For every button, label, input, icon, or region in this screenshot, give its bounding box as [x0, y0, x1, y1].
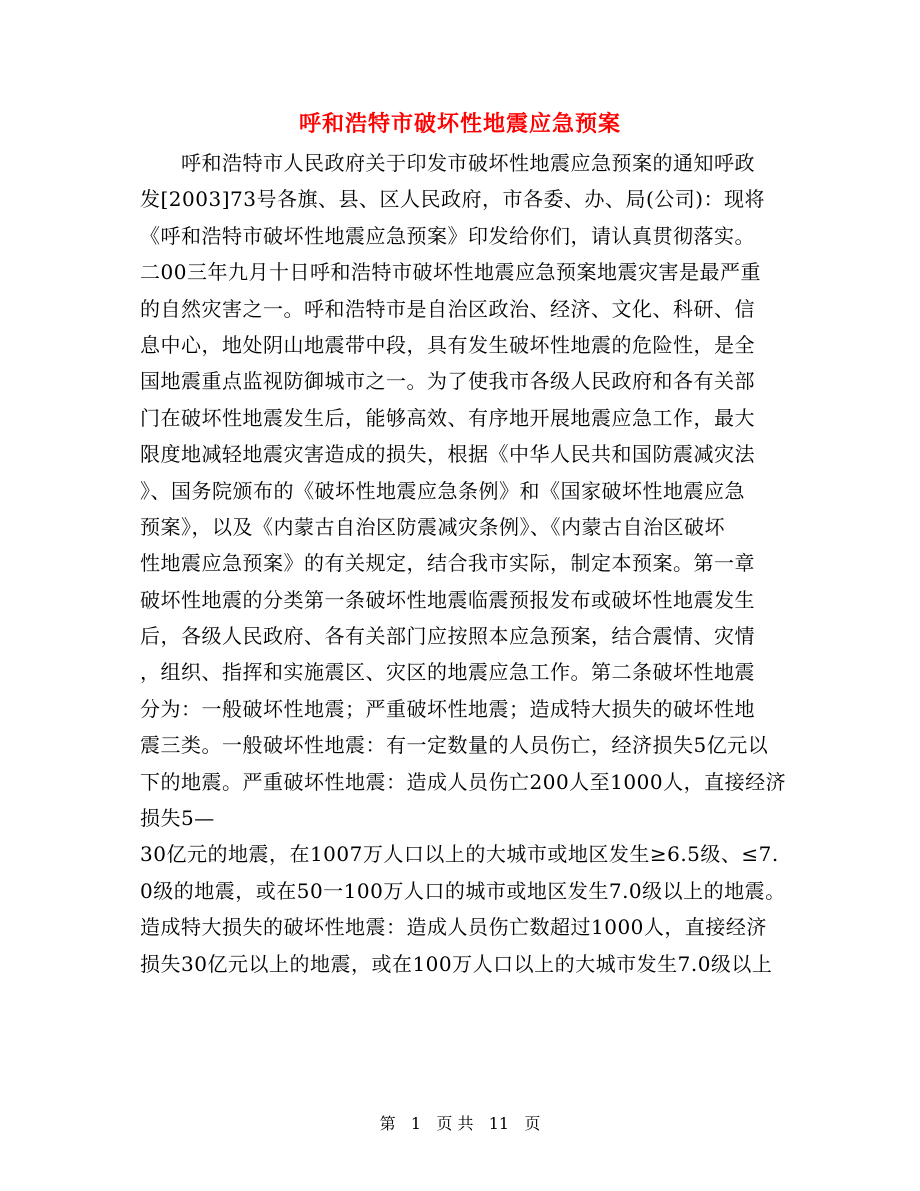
body-line: 息中心，地处阴山地震带中段，具有发生破坏性地震的危险性，是全: [140, 332, 755, 357]
body-line: 限度地减轻地震灾害造成的损失，根据《中华人民共和国防震减灾法: [140, 442, 755, 467]
body-line: 下的地震。严重破坏性地震：造成人员伤亡200人至1000人，直接经济: [140, 769, 787, 794]
body-line: 造成特大损失的破坏性地震：造成人员伤亡数超过1000人，直接经济: [140, 915, 767, 940]
body-line: 性地震应急预案》的有关规定，结合我市实际，制定本预案。第一章: [140, 551, 755, 576]
body-line: 》、国务院颁布的《破坏性地震应急条例》和《国家破坏性地震应急: [140, 478, 745, 503]
body-line: 0级的地震，或在50一100万人口的城市或地区发生7.0级以上的地震。: [140, 878, 786, 903]
body-line: 门在破坏性地震发生后，能够高效、有序地开展地震应急工作，最大: [140, 405, 755, 430]
body-line: 损失5—: [140, 806, 215, 831]
body-line: 破坏性地震的分类第一条破坏性地震临震预报发布或破坏性地震发生: [140, 587, 755, 612]
body-line: 《呼和浩特市破坏性地震应急预案》印发给你们，请认真贯彻落实。: [140, 223, 755, 248]
body-line: 发[2003]73号各旗、县、区人民政府，市各委、办、局(公司)：现将: [140, 187, 766, 212]
page-footer: [0, 1112, 920, 1136]
body-line: 分为：一般破坏性地震；严重破坏性地震；造成特大损失的破坏性地: [140, 696, 755, 721]
body-line: 呼和浩特市人民政府关于印发市破坏性地震应急预案的通知呼政: [140, 151, 755, 175]
footer-mid: 页 共: [436, 1114, 474, 1133]
body-line: 二00三年九月十日呼和浩特市破坏性地震应急预案地震灾害是最严重: [140, 260, 761, 285]
body-line: ，组织、指挥和实施震区、灾区的地震应急工作。第二条破坏性地震: [140, 660, 755, 685]
body-line: 后，各级人民政府、各有关部门应按照本应急预案，结合震情、灾情: [140, 624, 755, 649]
current-page-number: 1: [410, 1114, 422, 1133]
body-line: 损失30亿元以上的地震，或在100万人口以上的大城市发生7.0级以上: [140, 951, 773, 976]
footer-prefix: 第: [379, 1114, 396, 1133]
body-line: 震三类。一般破坏性地震：有一定数量的人员伤亡，经济损失5亿元以: [140, 733, 769, 758]
body-line: 的自然灾害之一。呼和浩特市是自治区政治、经济、文化、科研、信: [140, 296, 755, 321]
total-page-count: 11: [488, 1114, 510, 1133]
body-line: 30亿元的地震，在1007万人口以上的大城市或地区发生≥6.5级、≤7.: [140, 842, 779, 867]
body-line: 预案》，以及《内蒙古自治区防震减灾条例》、《内蒙古自治区破坏: [140, 514, 725, 539]
footer-suffix: 页: [524, 1114, 541, 1133]
body-line: 国地震重点监视防御城市之一。为了使我市各级人民政府和各有关部: [140, 369, 755, 394]
document-title: 呼和浩特市破坏性地震应急预案: [298, 111, 621, 137]
document-body: [140, 145, 787, 982]
